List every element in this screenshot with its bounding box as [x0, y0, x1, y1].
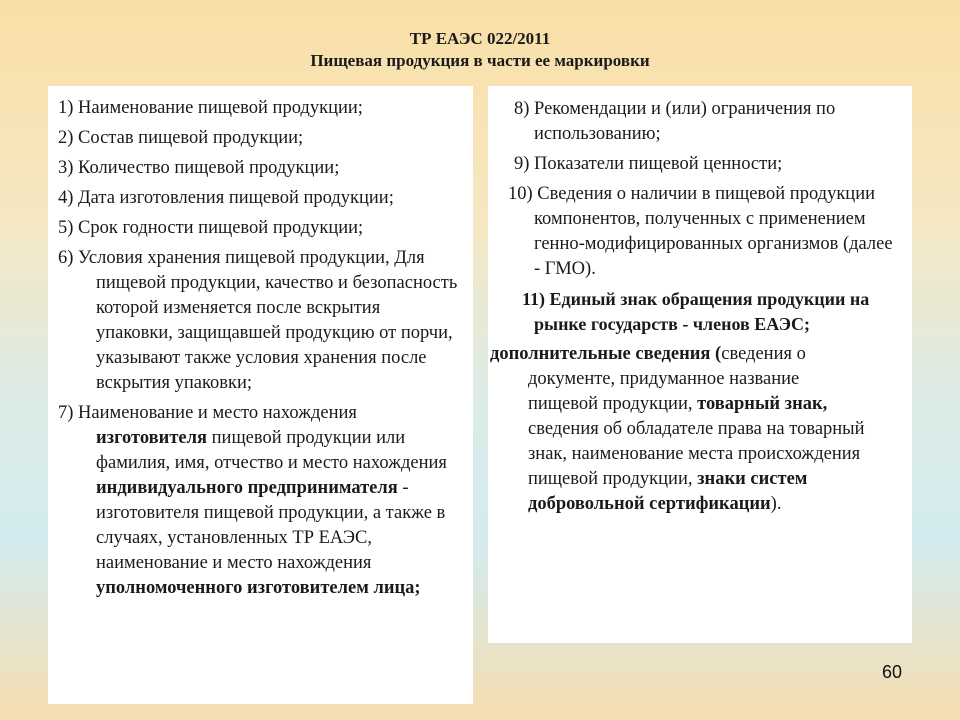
list-item-7: [48, 401, 467, 601]
left-panel: [48, 86, 473, 704]
list-item-7-a: 7) Наименование и место нахождения: [58, 403, 357, 423]
page-number: 60: [881, 662, 903, 682]
list-item-11: 11) Единый знак обращения продукции на рынке государств - членов ЕАЭС;: [522, 289, 870, 334]
additional-info-lead: дополнительные сведения (: [490, 344, 722, 364]
title-line-2: Пищевая продукция в части ее маркировки: [310, 51, 650, 70]
list-item-7-e: - изготовителя пищевой продукции, а также в случаях, установленных ТР ЕАЭС, наименование и место нахождения: [96, 478, 446, 573]
list-item-6: [48, 246, 467, 396]
list-item-4: 4) Дата изготовления пищевой продукции;: [58, 188, 394, 208]
title-line-1: ТР ЕАЭС 022/2011: [409, 29, 551, 48]
list-item-6-text: 6) Условия хранения пищевой продукции, Для пищевой продукции, качество и безопасность которой изменяется после вскрытия упаковки, защищавшей продукцию от порчи, указывают также условия хранения после вскрытия упаковки;: [58, 248, 458, 393]
additional-info-d: сведения об обладателе права на товарный знак, наименование места происхождения пищевой продукции,: [528, 419, 865, 489]
list-item-10: 10) Сведения о наличии в пищевой продукции компонентов, полученных с применением генно-модифицированных организмов (далее - ГМО).: [508, 184, 893, 279]
list-item-7-c: пищевой продукции или фамилия, имя, отчество и место нахождения: [96, 428, 447, 473]
list-item-7-b: изготовителя: [96, 428, 208, 448]
right-panel: [488, 86, 912, 643]
list-item-5: 5) Срок годности пищевой продукции;: [58, 218, 364, 238]
additional-info-certification: знаки систем добровольной сертификации: [528, 469, 808, 514]
slide-title: [0, 28, 960, 72]
list-item-2: 2) Состав пищевой продукции;: [58, 128, 304, 148]
list-item-8: 8) Рекомендации и (или) ограничения по использованию;: [514, 99, 836, 144]
list-item-9: 9) Показатели пищевой ценности;: [514, 154, 783, 174]
additional-info-b: сведения о документе, придуманное название пищевой продукции,: [528, 344, 806, 414]
list-item-3: 3) Количество пищевой продукции;: [58, 158, 340, 178]
list-item-7-f: уполномоченного изготовителем лица;: [96, 578, 421, 598]
additional-info: [490, 342, 908, 517]
list-item-7-d: индивидуального предпринимателя: [96, 478, 398, 498]
additional-info-trademark: товарный знак,: [697, 394, 828, 414]
list-item-1: 1) Наименование пищевой продукции;: [58, 98, 363, 118]
additional-info-f: ).: [770, 494, 782, 514]
